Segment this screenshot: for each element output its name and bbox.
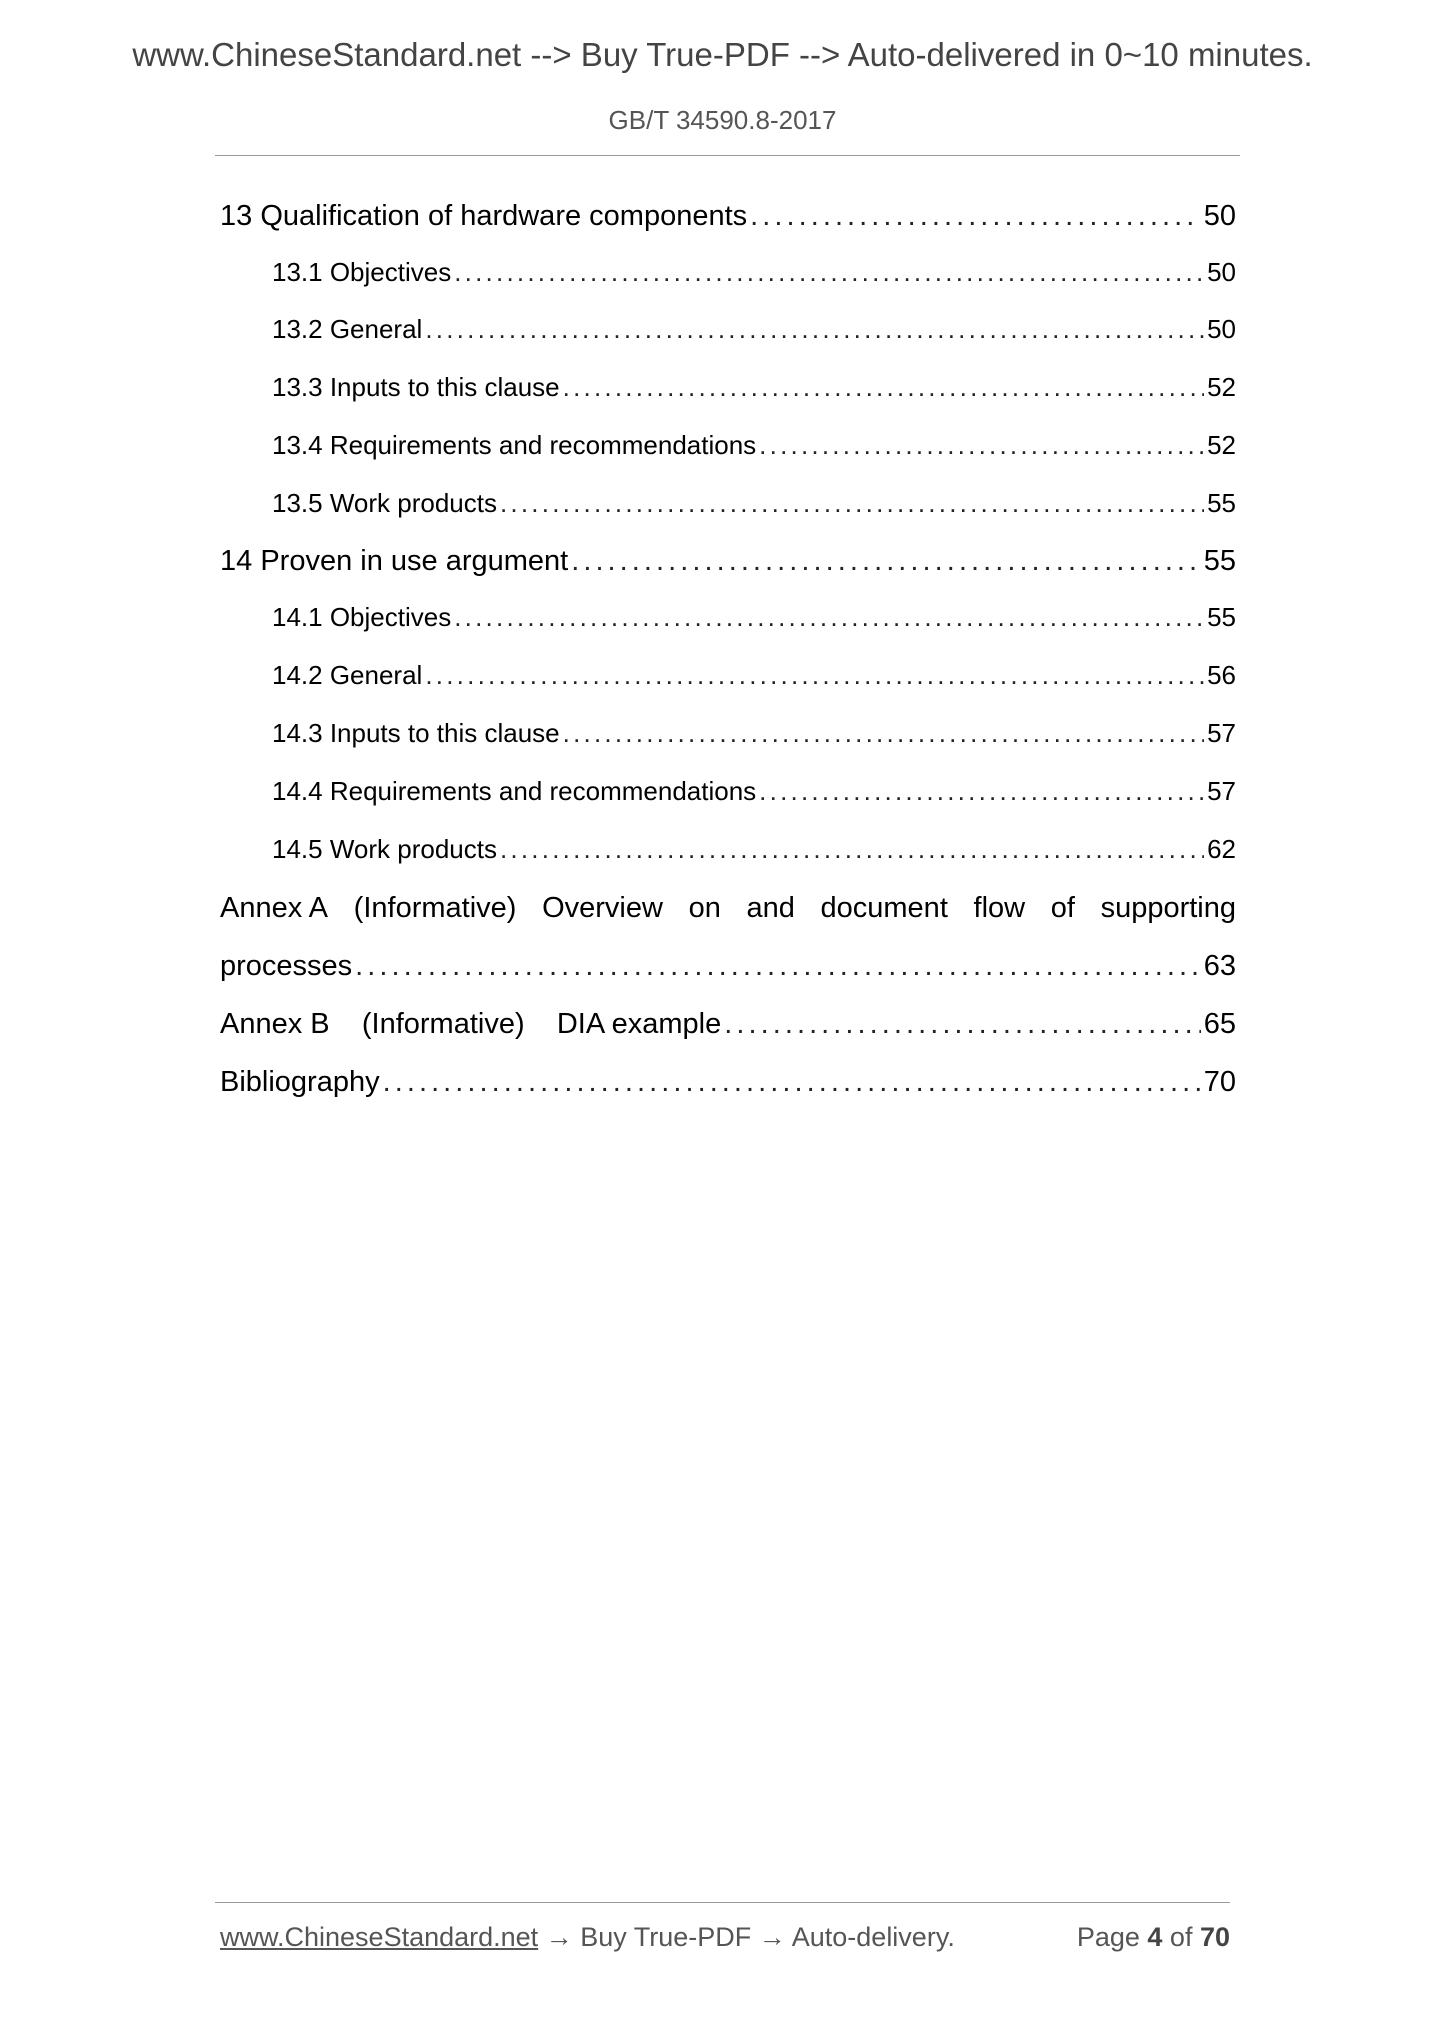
of-label: of: [1162, 1922, 1200, 1952]
toc-entry-page: 57: [1207, 776, 1236, 806]
header-divider: [215, 155, 1240, 156]
dot-leader: [500, 488, 1204, 519]
toc-section-entry[interactable]: [272, 372, 1236, 403]
toc-entry-title: 13.4 Requirements and recommendations: [272, 430, 757, 460]
toc-entry-page: 50: [1207, 257, 1236, 287]
toc-entry-page: 62: [1207, 834, 1236, 864]
toc-entry-title: 13 Qualification of hardware components: [220, 200, 748, 232]
top-banner: www.ChineseStandard.net --> Buy True-PDF --> Auto-delivered in 0~10 minutes.: [132, 36, 1313, 73]
annex-a-word: of: [1050, 892, 1075, 924]
toc-entry-page: 52: [1207, 430, 1236, 460]
toc-section-entry[interactable]: [272, 430, 1236, 461]
toc-entry-page: 56: [1207, 660, 1236, 690]
toc-entry-title: 14.5 Work products: [272, 834, 497, 864]
toc-entry-page: 65: [1203, 1008, 1236, 1040]
dot-leader: [750, 200, 1201, 233]
footer-tagline: → Buy True-PDF → Auto-delivery.: [538, 1922, 955, 1952]
annex-a-word: flow: [973, 892, 1026, 924]
toc-section-entry[interactable]: [272, 602, 1236, 633]
toc-chapter-entry[interactable]: [220, 200, 1236, 233]
dot-leader: [563, 372, 1204, 403]
annex-a-word: on: [688, 892, 721, 924]
toc-section-entry[interactable]: [272, 314, 1236, 345]
footer-divider: [215, 1902, 1230, 1903]
dot-leader: [425, 660, 1204, 691]
toc-entry-title: 14 Proven in use argument: [220, 545, 569, 577]
toc-annex-b-entry[interactable]: [220, 1008, 1236, 1041]
dot-leader: [571, 545, 1201, 578]
document-code: GB/T 34590.8-2017: [608, 105, 837, 135]
toc-annex-a-entry[interactable]: [220, 950, 1236, 983]
footer-site-link[interactable]: www.ChineseStandard.net: [220, 1922, 539, 1952]
page-footer: [220, 1922, 1230, 1953]
toc-entry-title: Annex B (Informative) DIA example: [220, 1008, 722, 1040]
annex-a-word: document: [820, 892, 948, 924]
toc-section-entry[interactable]: [272, 718, 1236, 749]
toc-entry-title: processes: [220, 950, 353, 982]
toc-section-entry[interactable]: [272, 257, 1236, 288]
annex-a-word: Overview: [542, 892, 663, 924]
toc-entry-page: 55: [1203, 545, 1236, 577]
toc-section-entry[interactable]: [272, 660, 1236, 691]
toc-entry-title: 14.4 Requirements and recommendations: [272, 776, 757, 806]
toc-entry-page: 70: [1203, 1066, 1236, 1098]
page-total: 70: [1199, 1922, 1230, 1952]
annex-a-word: Annex A: [220, 892, 329, 924]
dot-leader: [355, 950, 1201, 983]
dot-leader: [500, 834, 1204, 865]
toc-annex-a-line[interactable]: [220, 892, 1236, 925]
dot-leader: [724, 1008, 1200, 1041]
toc-entry-page: 63: [1203, 950, 1236, 982]
toc-entry-page: 50: [1203, 200, 1236, 232]
toc-entry-title: 13.5 Work products: [272, 488, 497, 518]
toc-entry-page: 50: [1207, 314, 1236, 344]
toc-entry-page: 55: [1207, 488, 1236, 518]
dot-leader: [563, 718, 1204, 749]
dot-leader: [383, 1066, 1201, 1099]
toc-bibliography-entry[interactable]: [220, 1066, 1236, 1099]
toc-section-entry[interactable]: [272, 776, 1236, 807]
toc-entry-title: 14.3 Inputs to this clause: [272, 718, 560, 748]
toc-entry-page: 57: [1207, 718, 1236, 748]
dot-leader: [425, 314, 1204, 345]
page-label: Page: [1076, 1922, 1148, 1952]
toc-entry-title: 13.3 Inputs to this clause: [272, 372, 560, 402]
annex-a-word: supporting: [1100, 892, 1236, 924]
annex-a-word: (Informative): [353, 892, 517, 924]
page-number: 4: [1147, 1922, 1163, 1952]
toc-entry-title: 13.2 General: [272, 314, 423, 344]
dot-leader: [759, 776, 1204, 807]
toc-entry-title: Bibliography: [220, 1066, 380, 1098]
toc-entry-title: 14.1 Objectives: [272, 602, 452, 632]
toc-entry-title: 14.2 General: [272, 660, 423, 690]
toc-entry-page: 55: [1207, 602, 1236, 632]
toc-section-entry[interactable]: [272, 834, 1236, 865]
toc-entry-page: 52: [1207, 372, 1236, 402]
toc-chapter-entry[interactable]: [220, 545, 1236, 578]
toc-section-entry[interactable]: [272, 488, 1236, 519]
dot-leader: [759, 430, 1204, 461]
dot-leader: [454, 257, 1204, 288]
page-indicator: [1077, 1922, 1230, 1953]
dot-leader: [454, 602, 1204, 633]
annex-a-word: and: [746, 892, 795, 924]
toc-entry-title: 13.1 Objectives: [272, 257, 452, 287]
